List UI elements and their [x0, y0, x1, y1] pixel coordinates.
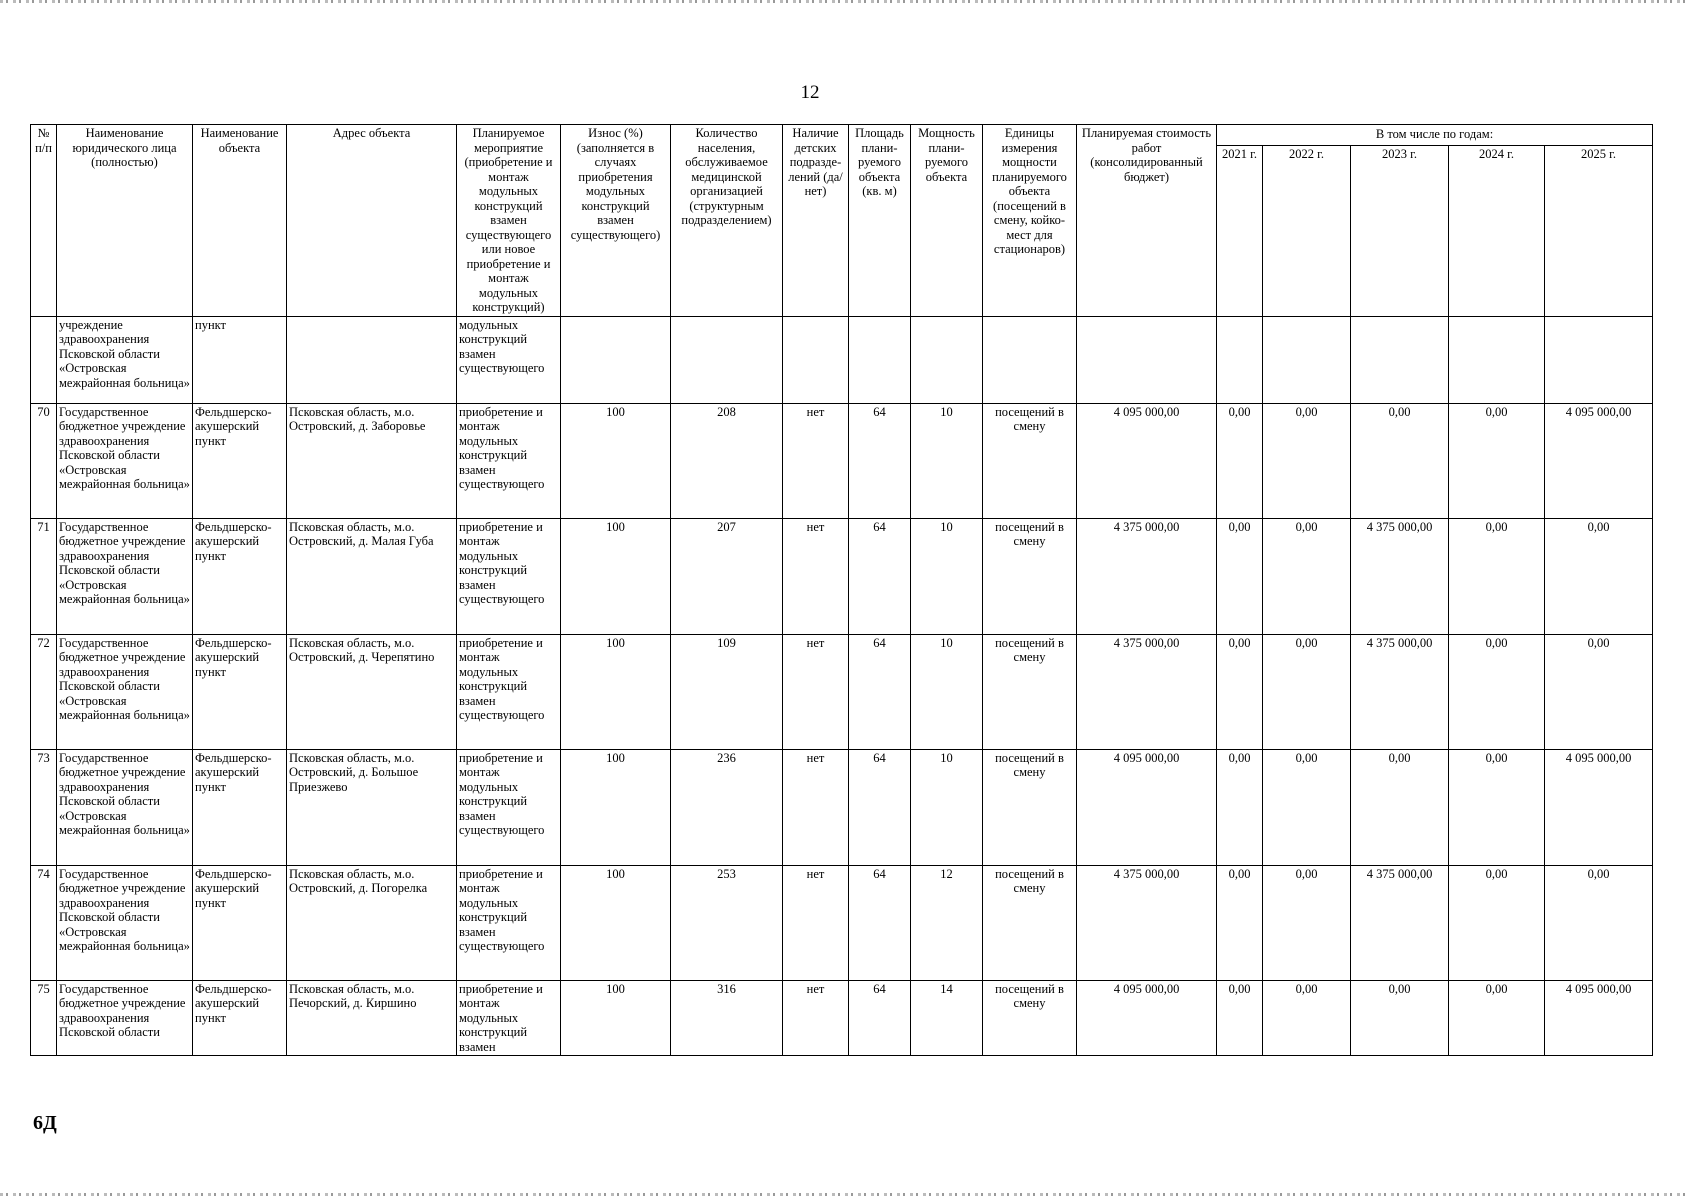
cell-wear: 100	[561, 634, 671, 749]
cell-address: Псковская область, м.о. Островский, д. Заборовье	[287, 403, 457, 518]
table-row	[31, 980, 1653, 1056]
header-year-2025: 2025 г.	[1545, 145, 1653, 316]
cell-wear: 100	[561, 403, 671, 518]
cell-planned-event: приобретение и монтаж модульных конструкций взамен существующего	[457, 865, 561, 980]
cell-population: 253	[671, 865, 783, 980]
cell-num: 71	[31, 518, 57, 634]
cell-children	[783, 316, 849, 403]
cell-units: посещений в смену	[983, 980, 1077, 1056]
header-year-2024: 2024 г.	[1449, 145, 1545, 316]
cell-2021: 0,00	[1217, 980, 1263, 1056]
table-row-continued	[31, 316, 1653, 403]
cell-num: 73	[31, 749, 57, 865]
cell-capacity: 10	[911, 634, 983, 749]
cell-cost: 4 375 000,00	[1077, 865, 1217, 980]
cell-capacity: 10	[911, 518, 983, 634]
cell-units	[983, 316, 1077, 403]
cell-units: посещений в смену	[983, 865, 1077, 980]
cell-2024: 0,00	[1449, 865, 1545, 980]
cell-children: нет	[783, 865, 849, 980]
cell-2024: 0,00	[1449, 403, 1545, 518]
cell-capacity: 10	[911, 403, 983, 518]
cell-2025: 0,00	[1545, 865, 1653, 980]
cell-2021: 0,00	[1217, 749, 1263, 865]
funding-table	[30, 124, 1653, 1056]
cell-2025: 0,00	[1545, 634, 1653, 749]
cell-2023: 0,00	[1351, 980, 1449, 1056]
cell-object-name: Фельдшерско-акушерский пункт	[193, 403, 287, 518]
header-planned-event: Планируемое мероприятие (приобретение и монтаж модульных конструкций взамен существующего или новое приобретение и монтаж модульных конструкций)	[457, 125, 561, 317]
cell-address: Псковская область, м.о. Островский, д. Малая Губа	[287, 518, 457, 634]
cell-population: 109	[671, 634, 783, 749]
cell-2023: 0,00	[1351, 749, 1449, 865]
cell-population	[671, 316, 783, 403]
cell-num: 70	[31, 403, 57, 518]
cell-area	[849, 316, 911, 403]
cell-planned-event: модульных конструкций взамен существующего	[457, 316, 561, 403]
cell-2021: 0,00	[1217, 634, 1263, 749]
cell-2022: 0,00	[1263, 980, 1351, 1056]
cell-address	[287, 316, 457, 403]
table-row	[31, 865, 1653, 980]
cell-cost: 4 095 000,00	[1077, 749, 1217, 865]
cell-planned-event: приобретение и монтаж модульных конструкций взамен существующего	[457, 634, 561, 749]
cell-2021	[1217, 316, 1263, 403]
cell-2024	[1449, 316, 1545, 403]
cell-object-name: Фельдшерско-акушерский пункт	[193, 749, 287, 865]
cell-2025: 4 095 000,00	[1545, 403, 1653, 518]
header-by-years: В том числе по годам:	[1217, 125, 1653, 146]
cell-wear	[561, 316, 671, 403]
cell-2023: 4 375 000,00	[1351, 865, 1449, 980]
header-row-1	[31, 125, 1653, 146]
header-num: № п/п	[31, 125, 57, 317]
header-area: Площадь плани-руемого объекта (кв. м)	[849, 125, 911, 317]
cell-legal-name: Государственное бюджетное учреждение здравоохранения Псковской области «Островская межрайонная больница»	[57, 403, 193, 518]
cell-units: посещений в смену	[983, 518, 1077, 634]
footer-code: 6Д	[33, 1112, 57, 1134]
cell-2022: 0,00	[1263, 403, 1351, 518]
cell-address: Псковская область, м.о. Островский, д. Погорелка	[287, 865, 457, 980]
cell-2025: 4 095 000,00	[1545, 749, 1653, 865]
cell-num: 72	[31, 634, 57, 749]
header-year-2021: 2021 г.	[1217, 145, 1263, 316]
cell-children: нет	[783, 518, 849, 634]
cell-num: 75	[31, 980, 57, 1056]
cell-area: 64	[849, 980, 911, 1056]
cell-cost: 4 095 000,00	[1077, 980, 1217, 1056]
cell-capacity	[911, 316, 983, 403]
cell-population: 236	[671, 749, 783, 865]
cell-units: посещений в смену	[983, 403, 1077, 518]
cell-2022: 0,00	[1263, 865, 1351, 980]
table-row	[31, 403, 1653, 518]
table-row	[31, 749, 1653, 865]
cell-capacity: 12	[911, 865, 983, 980]
cell-legal-name: учреждение здравоохранения Псковской области «Островская межрайонная больница»	[57, 316, 193, 403]
cell-cost	[1077, 316, 1217, 403]
cell-population: 208	[671, 403, 783, 518]
cell-2022: 0,00	[1263, 518, 1351, 634]
cell-2022: 0,00	[1263, 634, 1351, 749]
header-population: Количество населения, обслуживаемое медицинской организацией (структурным подразделением)	[671, 125, 783, 317]
cell-capacity: 10	[911, 749, 983, 865]
cell-planned-event: приобретение и монтаж модульных конструкций взамен существующего	[457, 403, 561, 518]
cell-2025: 0,00	[1545, 518, 1653, 634]
header-units: Единицы измерения мощности планируемого объекта (посещений в смену, койко-мест для стационаров)	[983, 125, 1077, 317]
cell-wear: 100	[561, 749, 671, 865]
table-row	[31, 634, 1653, 749]
page-number: 12	[800, 82, 820, 103]
header-legal-name: Наименование юридического лица (полностью)	[57, 125, 193, 317]
table-row	[31, 518, 1653, 634]
cell-2023: 4 375 000,00	[1351, 634, 1449, 749]
cell-wear: 100	[561, 980, 671, 1056]
cell-2021: 0,00	[1217, 865, 1263, 980]
header-year-2023: 2023 г.	[1351, 145, 1449, 316]
cell-2022	[1263, 316, 1351, 403]
cell-units: посещений в смену	[983, 634, 1077, 749]
cell-children: нет	[783, 980, 849, 1056]
cell-wear: 100	[561, 865, 671, 980]
cell-address: Псковская область, м.о. Островский, д. Черепятино	[287, 634, 457, 749]
cell-population: 207	[671, 518, 783, 634]
cell-2024: 0,00	[1449, 634, 1545, 749]
header-capacity: Мощность плани-руемого объекта	[911, 125, 983, 317]
cell-area: 64	[849, 634, 911, 749]
cell-planned-event: приобретение и монтаж модульных конструкций взамен существующего	[457, 749, 561, 865]
cell-2023: 4 375 000,00	[1351, 518, 1449, 634]
cell-2021: 0,00	[1217, 518, 1263, 634]
cell-object-name: Фельдшерско-акушерский пункт	[193, 634, 287, 749]
scan-edge-bottom	[0, 1193, 1686, 1196]
cell-num	[31, 316, 57, 403]
cell-cost: 4 375 000,00	[1077, 518, 1217, 634]
cell-area: 64	[849, 518, 911, 634]
scan-edge-top	[0, 0, 1686, 3]
header-address: Адрес объекта	[287, 125, 457, 317]
cell-legal-name: Государственное бюджетное учреждение здравоохранения Псковской области «Островская межрайонная больница»	[57, 749, 193, 865]
cell-planned-event: приобретение и монтаж модульных конструкций взамен	[457, 980, 561, 1056]
cell-2024: 0,00	[1449, 749, 1545, 865]
header-year-2022: 2022 г.	[1263, 145, 1351, 316]
cell-address: Псковская область, м.о. Печорский, д. Киршино	[287, 980, 457, 1056]
cell-num: 74	[31, 865, 57, 980]
cell-address: Псковская область, м.о. Островский, д. Большое Приезжево	[287, 749, 457, 865]
cell-object-name: Фельдшерско-акушерский пункт	[193, 865, 287, 980]
header-children-units: Наличие детских подразде-лений (да/нет)	[783, 125, 849, 317]
cell-area: 64	[849, 865, 911, 980]
cell-cost: 4 375 000,00	[1077, 634, 1217, 749]
cell-2022: 0,00	[1263, 749, 1351, 865]
cell-2025	[1545, 316, 1653, 403]
cell-planned-event: приобретение и монтаж модульных конструкций взамен существующего	[457, 518, 561, 634]
cell-object-name: Фельдшерско-акушерский пункт	[193, 518, 287, 634]
cell-2023	[1351, 316, 1449, 403]
cell-legal-name: Государственное бюджетное учреждение здравоохранения Псковской области	[57, 980, 193, 1056]
cell-children: нет	[783, 634, 849, 749]
cell-capacity: 14	[911, 980, 983, 1056]
cell-legal-name: Государственное бюджетное учреждение здравоохранения Псковской области «Островская межрайонная больница»	[57, 634, 193, 749]
cell-2024: 0,00	[1449, 518, 1545, 634]
cell-2025: 4 095 000,00	[1545, 980, 1653, 1056]
cell-object-name: пункт	[193, 316, 287, 403]
cell-children: нет	[783, 749, 849, 865]
cell-legal-name: Государственное бюджетное учреждение здравоохранения Псковской области «Островская межрайонная больница»	[57, 518, 193, 634]
cell-cost: 4 095 000,00	[1077, 403, 1217, 518]
cell-children: нет	[783, 403, 849, 518]
cell-area: 64	[849, 749, 911, 865]
cell-units: посещений в смену	[983, 749, 1077, 865]
cell-2021: 0,00	[1217, 403, 1263, 518]
header-wear: Износ (%) (заполняется в случаях приобретения модульных конструкций взамен существующего)	[561, 125, 671, 317]
header-planned-cost: Планируемая стоимость работ (консолидированный бюджет)	[1077, 125, 1217, 317]
header-object-name: Наименование объекта	[193, 125, 287, 317]
cell-2024: 0,00	[1449, 980, 1545, 1056]
cell-area: 64	[849, 403, 911, 518]
cell-wear: 100	[561, 518, 671, 634]
cell-population: 316	[671, 980, 783, 1056]
cell-legal-name: Государственное бюджетное учреждение здравоохранения Псковской области «Островская межрайонная больница»	[57, 865, 193, 980]
cell-object-name: Фельдшерско-акушерский пункт	[193, 980, 287, 1056]
cell-2023: 0,00	[1351, 403, 1449, 518]
